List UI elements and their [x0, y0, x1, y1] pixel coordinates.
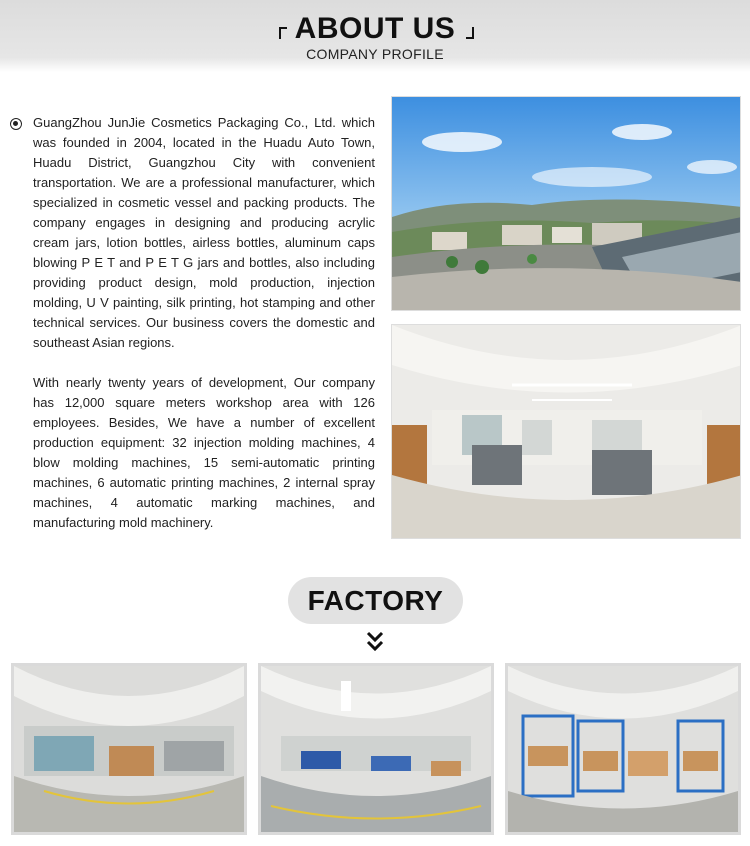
factory-photo-assembly: [258, 663, 494, 835]
right-bracket-decoration: [466, 27, 474, 39]
profile-paragraph-2: With nearly twenty years of development, Our company has 12,000 square meters workshop area with 126 employees. Besides, We have a number of excellent production equipment: 32 injection molding machines, 4 blow molding machines, 15 semi-automatic printing machines, 6 automatic printing machines, 2 internal spray machines, 4 automatic marking machines, and manufacturing mold machinery.: [33, 375, 375, 530]
factory-photo-molding: [11, 663, 247, 835]
about-us-header: [0, 0, 750, 72]
aerial-factory-photo: [391, 96, 741, 311]
profile-paragraph-1: GuangZhou JunJie Cosmetics Packaging Co., Ltd. which was founded in 2004, located in the Huadu Auto Town, Huadu District, Guangzhou City with convenient transportation. We are a professional manufacturer, which specialized in cosmetic vessel and packing products. The company engages in designing and producing acrylic cream jars, lotion bottles, airless bottles, aluminum caps blowing P E T and P E T G jars and bottles, also including providing product design, mold production, injection molding, U V painting, silk printing, hot stamping and other technical services. Our business covers the domestic and southeast Asian regions.: [33, 115, 375, 350]
section-title: ABOUT US: [294, 12, 456, 45]
company-profile-text: [33, 113, 375, 533]
section-subtitle: COMPANY PROFILE: [306, 46, 444, 62]
office-interior-photo: [391, 324, 741, 539]
factory-section-badge: FACTORY: [288, 577, 463, 624]
double-chevron-down-icon: [366, 630, 384, 652]
bullet-icon: [10, 118, 22, 130]
factory-photo-warehouse: [505, 663, 741, 835]
